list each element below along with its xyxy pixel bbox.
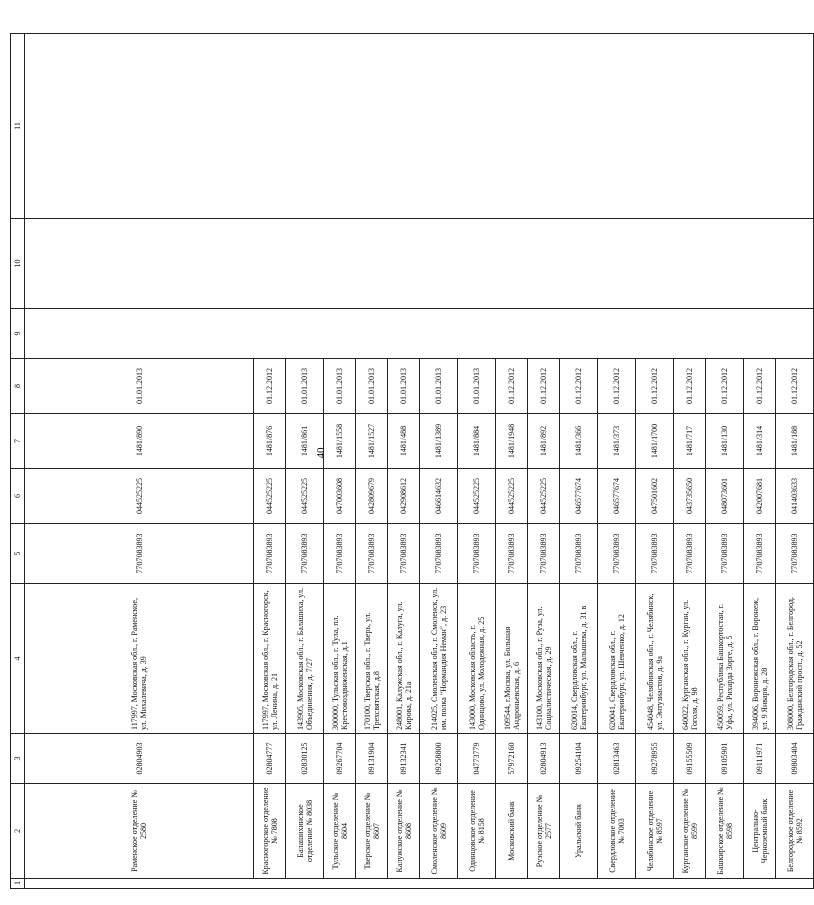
table-cell [25,34,814,219]
code-cell: 09105901 [706,734,744,784]
branch-name-cell: Курганское отделение № 8599 [674,784,706,879]
reg-number-cell: 1481/366 [560,414,598,469]
inn-cell: 7707083893 [560,524,598,584]
code-cell: 09278955 [636,734,674,784]
bik-cell: 042007681 [744,469,776,524]
code-cell: 09111971 [744,734,776,784]
address-cell: 454048, Челябинская обл., г. Челябинск, ул. Энтузиастов, д. 9а [636,584,674,734]
branch-name-cell: Раменское отделение № 2580 [25,784,254,879]
branch-name-cell: Калужское отделение № 8608 [388,784,420,879]
reg-number-cell: 1481/1948 [496,414,528,469]
branch-name-cell: Красногорское отделение № 7808 [254,784,286,879]
branch-name-cell: Тверское отделение № 8607 [356,784,388,879]
address-cell: 394006, Воронежская обл., г. Воронеж, ул. 9 Января, д. 28 [744,584,776,734]
date-cell: 01.01.2013 [324,359,356,414]
reg-number-cell: 1481/892 [528,414,560,469]
bik-cell: 046577674 [598,469,636,524]
code-cell: 09803404 [776,734,814,784]
branch-name-cell: Рузское отделение № 2577 [528,784,560,879]
inn-cell: 7707083893 [420,524,458,584]
address-cell: 214025, Смоленская обл., г. Смоленск, ул. им. полка "Нормандия Неман", д. 23 [420,584,458,734]
branch-name-cell: Челябинское отделение № 8597 [636,784,674,879]
inn-cell: 7707083893 [674,524,706,584]
reg-number-cell: 1481/861 [286,414,324,469]
bik-cell: 044525225 [254,469,286,524]
date-cell: 01.01.2013 [286,359,324,414]
address-cell: 143100, Московская обл., г. Руза, ул. Социалистическая, д. 29 [528,584,560,734]
branch-name-cell: Балашихинское отделение № 8038 [286,784,324,879]
reg-number-cell: 1481/1389 [420,414,458,469]
branch-name-cell: Центрально-Черноземный банк [744,784,776,879]
reg-number-cell: 1481/876 [254,414,286,469]
bik-cell: 042809679 [356,469,388,524]
inn-cell: 7707083893 [776,524,814,584]
bik-cell: 043735650 [674,469,706,524]
reg-number-cell: 1481/1700 [636,414,674,469]
address-cell: 620014, Свердловская обл., г. Екатеринбург, ул. Малышева, д. 31 в [560,584,598,734]
reg-number-cell: 1481/314 [744,414,776,469]
date-cell: 01.12.2012 [598,359,636,414]
inn-cell: 7707083893 [254,524,286,584]
code-cell: 09155509 [674,734,706,784]
code-cell: 02813463 [598,734,636,784]
inn-cell: 7707083893 [286,524,324,584]
branch-name-cell: Уральский банк [560,784,598,879]
date-cell: 01.12.2012 [254,359,286,414]
address-cell: 117997, Московская обл., г. Красногорск, ул. Ленина, д. 21 [254,584,286,734]
code-cell: 09254104 [560,734,598,784]
code-cell: 09258800 [420,734,458,784]
code-cell: 09131904 [356,734,388,784]
inn-cell: 7707083893 [706,524,744,584]
inn-cell: 7707083893 [25,524,254,584]
branch-name-cell: Свердловское отделение № 7003 [598,784,636,879]
date-cell: 01.01.2013 [420,359,458,414]
header-row [11,34,25,889]
table-cell [25,309,814,359]
bik-cell: 044525225 [286,469,324,524]
bik-cell: 047501602 [636,469,674,524]
date-cell: 01.01.2013 [388,359,420,414]
column-header: 9 [11,309,25,359]
reg-number-cell: 1481/1527 [356,414,388,469]
bik-cell: 048073601 [706,469,744,524]
code-cell: 02804777 [254,734,286,784]
date-cell: 01.01.2013 [356,359,388,414]
code-cell: 09267704 [324,734,356,784]
inn-cell: 7707083893 [598,524,636,584]
address-cell: 620041, Свердловская обл., г. Екатеринбург, ул. Шевченко, д. 12 [598,584,636,734]
address-cell: 300000, Тульская обл., г. Тула, пл. Крестовоздвиженская, д.1 [324,584,356,734]
inn-cell: 7707083893 [496,524,528,584]
address-cell: 117997, Московская обл., г. Раменское, ул. Михалевича, д. 39 [25,584,254,734]
bik-cell: 047003608 [324,469,356,524]
branch-name-cell: Одинцовское отделение № 8158 [458,784,496,879]
date-cell: 01.01.2013 [25,359,254,414]
inn-cell: 7707083893 [528,524,560,584]
column-header: 2 [11,784,25,879]
date-cell: 01.12.2012 [636,359,674,414]
reg-number-cell: 1481/488 [388,414,420,469]
date-cell: 01.12.2012 [706,359,744,414]
page-number: 40 [315,447,327,459]
column-header: 8 [11,359,25,414]
column-header: 1 [11,879,25,889]
branch-name-cell: Тульское отделение № 8604 [324,784,356,879]
bik-cell: 044525225 [496,469,528,524]
branch-name-cell: Смоленское отделение № 8609 [420,784,458,879]
reg-number-cell: 1481/1558 [324,414,356,469]
bik-cell: 041403633 [776,469,814,524]
date-cell: 01.12.2012 [744,359,776,414]
column-header: 3 [11,734,25,784]
date-cell: 01.01.2013 [458,359,496,414]
branch-name-cell: Белгородское отделение № 8592 [776,784,814,879]
column-header: 7 [11,414,25,469]
address-cell: 308000, Белгородская обл., г. Белгород, Гражданский просп., д. 52 [776,584,814,734]
branch-name-cell: Башкирское отделение № 8598 [706,784,744,879]
bik-cell: 044525225 [528,469,560,524]
rotated-table-container [10,39,804,889]
code-cell: 02830125 [286,734,324,784]
column-header: 5 [11,524,25,584]
code-cell: 04773779 [458,734,496,784]
code-cell: 57972160 [496,734,528,784]
reg-number-cell: 1481/188 [776,414,814,469]
bik-cell: 046577674 [560,469,598,524]
reg-number-cell: 1481/130 [706,414,744,469]
address-cell: 109544, г.Москва, ул. Большая Андроньевская, д. 6 [496,584,528,734]
bank-branches-table [10,33,814,889]
address-cell: 248001, Калужская обл., г. Калуга, ул. Кирова, д. 21а [388,584,420,734]
inn-cell: 7707083893 [744,524,776,584]
table-cell [25,219,814,309]
code-cell: 02804913 [528,734,560,784]
reg-number-cell: 1481/373 [598,414,636,469]
inn-cell: 7707083893 [458,524,496,584]
address-cell: 450059, Республика Башкортостан, г. Уфа, ул. Рихарда Зорге, д. 5 [706,584,744,734]
address-cell: 170100, Тверская обл., г. Тверь, ул. Трехсвятская, д.8 [356,584,388,734]
code-cell: 02804903 [25,734,254,784]
inn-cell: 7707083893 [324,524,356,584]
date-cell: 01.12.2012 [528,359,560,414]
table-row [25,34,254,889]
address-cell: 143000, Московская область, г. Одинцово, ул. Молодежная, д. 25 [458,584,496,734]
column-header: 4 [11,584,25,734]
table-cell [25,879,814,889]
reg-number-cell: 1481/717 [674,414,706,469]
column-header: 11 [11,34,25,219]
column-header: 10 [11,219,25,309]
bik-cell: 046614632 [420,469,458,524]
date-cell: 01.12.2012 [496,359,528,414]
reg-number-cell: 1481/884 [458,414,496,469]
branch-name-cell: Московский банк [496,784,528,879]
bik-cell: 044525225 [458,469,496,524]
date-cell: 01.12.2012 [776,359,814,414]
inn-cell: 7707083893 [388,524,420,584]
bik-cell: 042908612 [388,469,420,524]
address-cell: 640022, Курганская обл., г. Курган, ул. Гоголя, д. 98 [674,584,706,734]
inn-cell: 7707083893 [356,524,388,584]
address-cell: 143905, Московская обл., г. Балашиха, ул. Объединения, д. 7/27 [286,584,324,734]
reg-number-cell: 1481/890 [25,414,254,469]
date-cell: 01.12.2012 [674,359,706,414]
date-cell: 01.12.2012 [560,359,598,414]
column-header: 6 [11,469,25,524]
bik-cell: 044525225 [25,469,254,524]
code-cell: 09132341 [388,734,420,784]
inn-cell: 7707083893 [636,524,674,584]
